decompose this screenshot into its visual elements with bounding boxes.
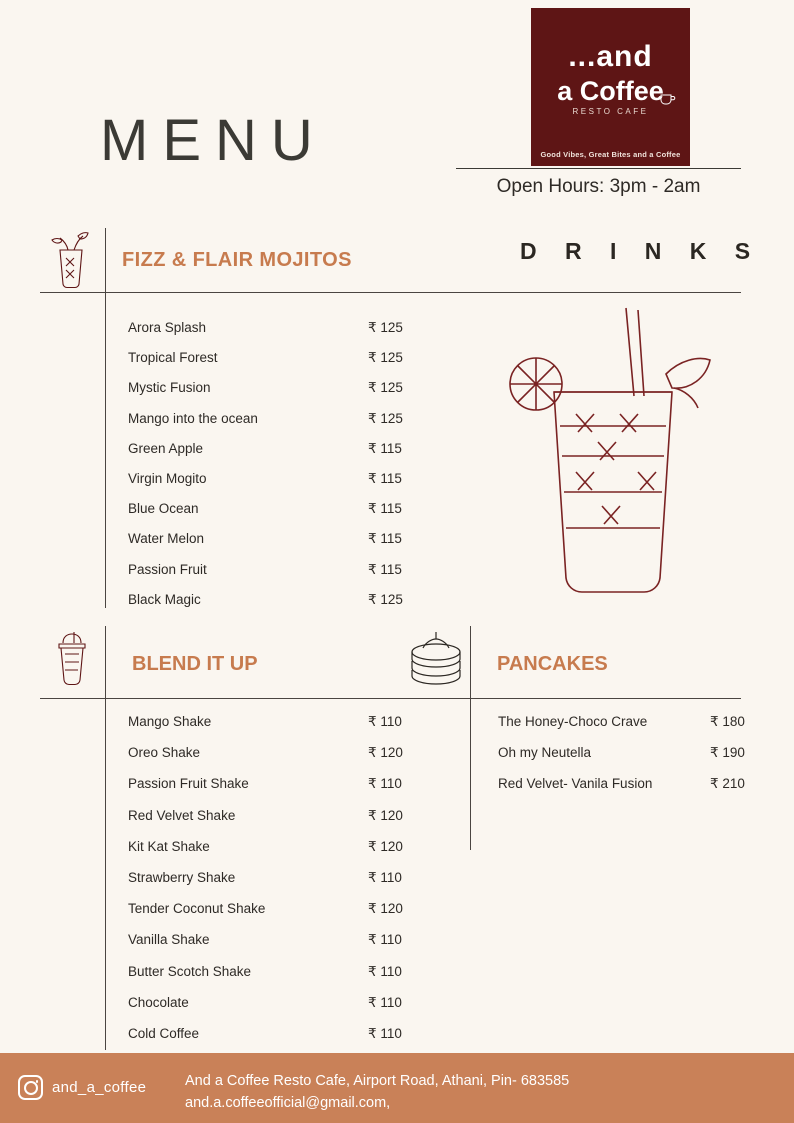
shake-item-list xyxy=(128,714,458,1057)
item-price: ₹ 125 xyxy=(368,410,403,426)
list-item xyxy=(128,592,458,622)
address-line-1: And a Coffee Resto Cafe, Airport Road, Athani, Pin- 683585 xyxy=(185,1073,570,1089)
item-price: ₹ 115 xyxy=(368,531,402,547)
item-price: ₹ 110 xyxy=(368,776,402,792)
contact-address xyxy=(185,1071,785,1115)
divider-vertical-1 xyxy=(105,228,106,608)
category-heading-drinks: D R I N K S xyxy=(520,238,762,264)
logo-tagline: Good Vibes, Great Bites and a Coffee xyxy=(540,150,681,159)
pancake-stack-icon xyxy=(403,630,469,686)
divider-vertical-2 xyxy=(105,626,106,1050)
page-title: MENU xyxy=(100,108,327,173)
item-price: ₹ 120 xyxy=(368,807,403,823)
divider-section-2 xyxy=(40,698,741,699)
item-price: ₹ 125 xyxy=(368,591,403,607)
list-item xyxy=(128,870,458,901)
item-price: ₹ 210 xyxy=(710,776,745,792)
item-name: Oh my Neutella xyxy=(498,745,592,761)
item-name: Oreo Shake xyxy=(128,745,201,761)
section-title-blend-it-up: BLEND IT UP xyxy=(132,653,258,675)
list-item xyxy=(128,320,458,350)
list-item xyxy=(128,776,458,807)
menu-header xyxy=(0,0,794,210)
divider-section-1 xyxy=(40,292,741,293)
list-item xyxy=(128,501,458,531)
item-name: Tropical Forest xyxy=(128,350,218,366)
item-name: Cold Coffee xyxy=(128,1025,200,1041)
item-price: ₹ 110 xyxy=(368,1025,402,1041)
list-item xyxy=(498,714,780,745)
open-hours-text: Open Hours: 3pm - 2am xyxy=(496,176,701,197)
item-price: ₹ 120 xyxy=(368,838,403,854)
list-item xyxy=(128,531,458,561)
item-price: ₹ 180 xyxy=(710,714,745,729)
list-item xyxy=(128,441,458,471)
brand-logo xyxy=(531,8,690,166)
item-price: ₹ 115 xyxy=(368,561,402,577)
pancake-item-list xyxy=(498,714,780,808)
item-price: ₹ 110 xyxy=(368,869,402,885)
item-price: ₹ 125 xyxy=(368,380,403,396)
item-price: ₹ 115 xyxy=(368,470,402,486)
divider-hours xyxy=(456,168,741,169)
item-name: The Honey-Choco Crave xyxy=(498,714,648,729)
list-item xyxy=(128,745,458,776)
item-price: ₹ 125 xyxy=(368,320,403,335)
divider-vertical-3 xyxy=(470,626,471,850)
item-name: Tender Coconut Shake xyxy=(128,901,266,917)
list-item xyxy=(128,380,458,410)
address-line-2: and.a.coffeeofficial@gmail.com, xyxy=(185,1094,391,1111)
instagram-icon xyxy=(18,1075,43,1100)
item-name: Chocolate xyxy=(128,994,189,1010)
item-name: Arora Splash xyxy=(128,320,207,335)
logo-line-2: a Coffee xyxy=(557,76,664,106)
list-item xyxy=(128,932,458,963)
footer xyxy=(0,1053,794,1123)
list-item xyxy=(498,776,780,807)
item-price: ₹ 115 xyxy=(368,501,402,517)
item-name: Water Melon xyxy=(128,531,205,547)
list-item xyxy=(128,839,458,870)
item-name: Strawberry Shake xyxy=(128,869,236,885)
section-title-mojitos: FIZZ & FLAIR MOJITOS xyxy=(122,249,352,271)
item-name: Black Magic xyxy=(128,591,201,607)
item-name: Passion Fruit Shake xyxy=(128,776,249,792)
item-name: Blue Ocean xyxy=(128,501,199,517)
instagram-link[interactable] xyxy=(18,1075,146,1100)
item-price: ₹ 125 xyxy=(368,350,403,366)
item-name: Kit Kat Shake xyxy=(128,838,210,854)
item-name: Mango into the ocean xyxy=(128,410,258,426)
mojito-item-list xyxy=(128,320,458,622)
coffee-cup-icon xyxy=(660,94,676,105)
logo-subtitle: RESTO CAFE xyxy=(572,107,649,116)
list-item xyxy=(128,350,458,380)
instagram-handle: and_a_coffee xyxy=(52,1079,147,1096)
mojito-illustration xyxy=(498,296,714,606)
list-item xyxy=(128,714,458,745)
item-name: Red Velvet Shake xyxy=(128,807,236,823)
item-price: ₹ 110 xyxy=(368,714,402,729)
mojito-glass-icon xyxy=(48,228,94,290)
milkshake-cup-icon xyxy=(53,630,91,686)
list-item xyxy=(128,964,458,995)
list-item xyxy=(128,995,458,1026)
item-name: Mango Shake xyxy=(128,714,212,729)
item-name: Vanilla Shake xyxy=(128,932,210,948)
item-name: Red Velvet- Vanila Fusion xyxy=(498,776,653,792)
list-item xyxy=(128,562,458,592)
item-name: Green Apple xyxy=(128,440,204,456)
item-price: ₹ 110 xyxy=(368,994,402,1010)
item-price: ₹ 120 xyxy=(368,745,403,761)
item-name: Virgin Mogito xyxy=(128,470,207,486)
item-name: Passion Fruit xyxy=(128,561,207,577)
item-name: Butter Scotch Shake xyxy=(128,963,252,979)
item-price: ₹ 190 xyxy=(710,745,745,761)
list-item xyxy=(128,411,458,441)
item-name: Mystic Fusion xyxy=(128,380,211,396)
list-item xyxy=(128,901,458,932)
section-title-pancakes: PANCAKES xyxy=(497,653,608,675)
logo-line-1: ...and xyxy=(568,40,653,73)
list-item xyxy=(128,808,458,839)
item-price: ₹ 110 xyxy=(368,963,402,979)
item-price: ₹ 110 xyxy=(368,932,402,948)
item-price: ₹ 120 xyxy=(368,901,403,917)
list-item xyxy=(128,471,458,501)
item-price: ₹ 115 xyxy=(368,440,402,456)
list-item xyxy=(498,745,780,776)
